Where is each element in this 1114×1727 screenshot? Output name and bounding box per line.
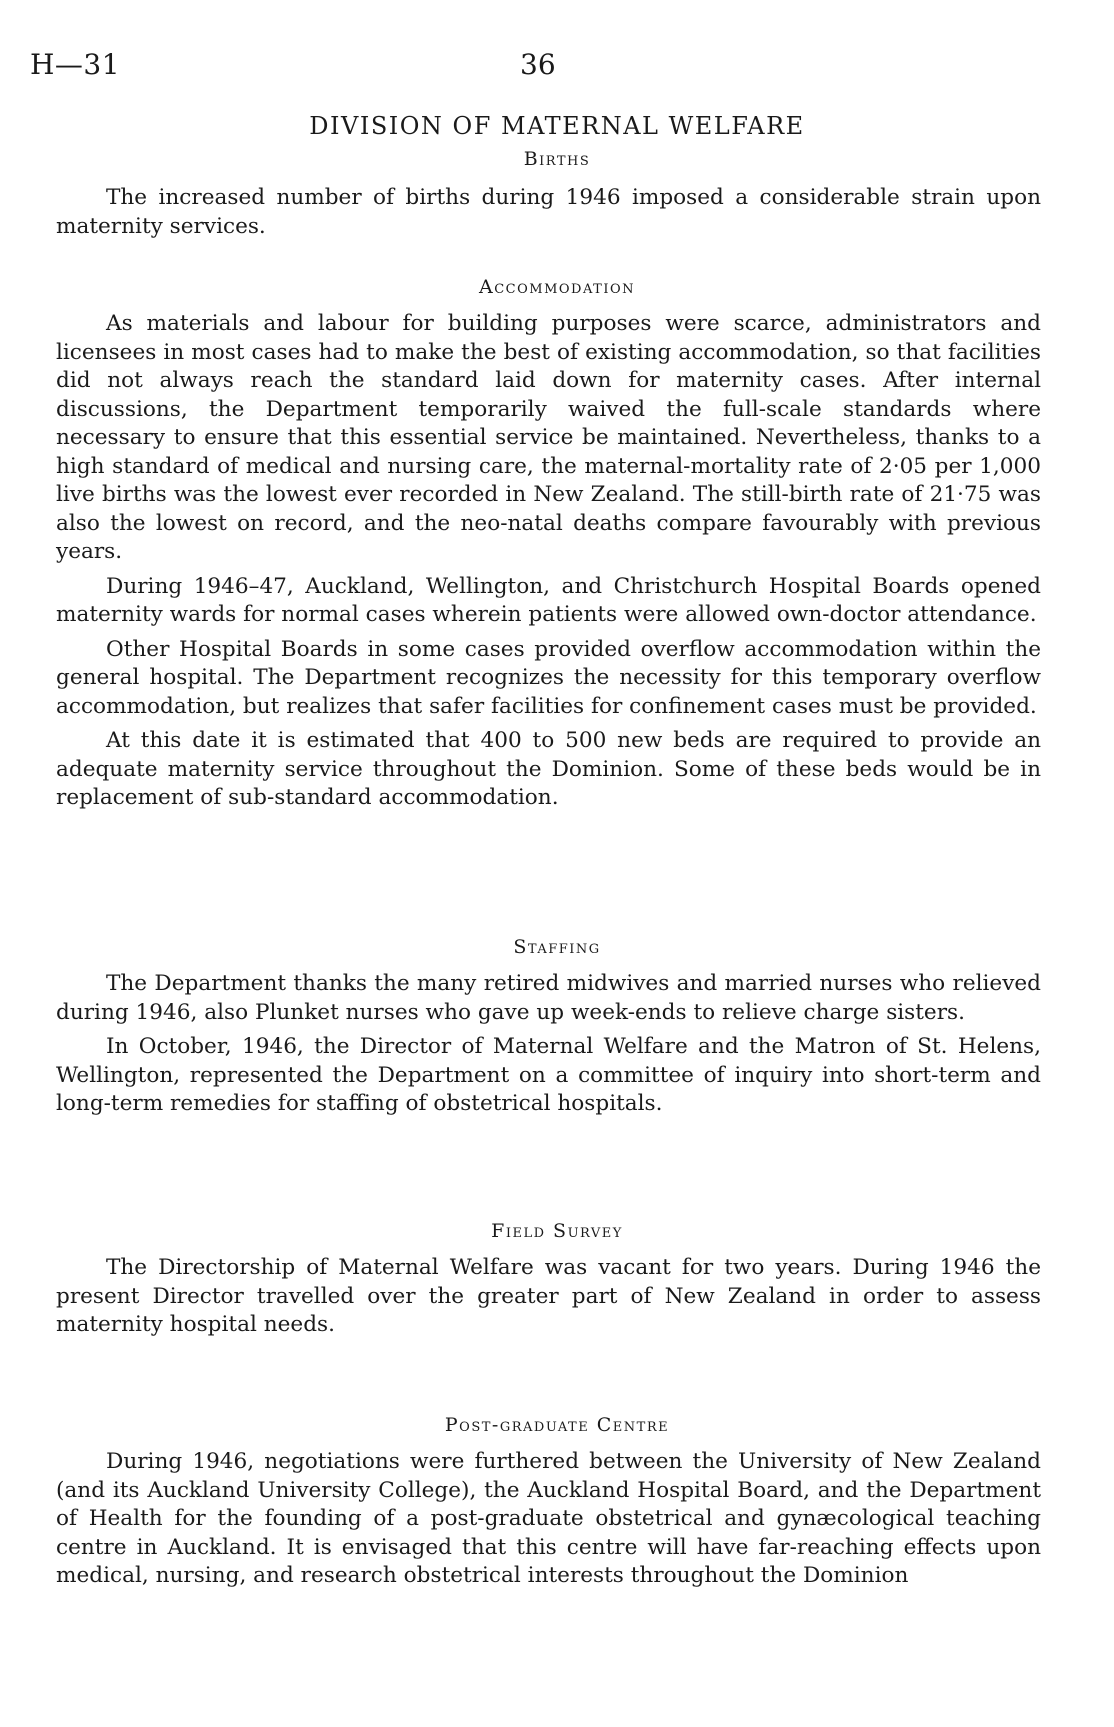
heading-post-graduate-centre: Post-graduate Centre xyxy=(444,1414,670,1436)
section-staffing xyxy=(56,970,1041,1125)
section-births xyxy=(56,184,1041,247)
paragraph: During 1946, negotiations were furthered between the University of New Zealand (and its Auckland University College), the Auckland Hospital Board, and the Department of Health for the founding of a post-graduate obstetrical and gynæcological teaching centre in Auckland. It is envisaged that this centre will have far-reaching effects upon medical, nursing, and research obstetrical interests throughout the Dominion xyxy=(56,1449,1041,1588)
paragraph: Other Hospital Boards in some cases provided overflow accommodation within the general hospital. The Department recognizes the necessity for this temporary overflow accommodation, but realizes that safer facilities for confinement cases must be provided. xyxy=(56,636,1041,719)
paragraph: In October, 1946, the Director of Maternal Welfare and the Matron of St. Helens, Wellington, represented the Department on a committee of inquiry into short-term and long-term remedies for staffing of obstetrical hospitals. xyxy=(56,1034,1041,1116)
page-title: DIVISION OF MATERNAL WELFARE xyxy=(309,112,805,140)
heading-field-survey: Field Survey xyxy=(491,1220,623,1242)
section-post-graduate-centre xyxy=(56,1448,1041,1597)
paragraph: The Directorship of Maternal Welfare was vacant for two years. During 1946 the present Director travelled over the greater part of New Zealand in order to assess maternity hospital needs. xyxy=(56,1255,1041,1337)
paragraph: During 1946–47, Auckland, Wellington, and Christchurch Hospital Boards opened maternity wards for normal cases wherein patients were allowed own-doctor attendance. xyxy=(56,573,1041,627)
paragraph: The increased number of births during 1946 imposed a considerable strain upon maternity services. xyxy=(56,185,1041,239)
heading-staffing: Staffing xyxy=(513,936,601,958)
section-accommodation xyxy=(56,310,1041,819)
section-field-survey xyxy=(56,1254,1041,1346)
heading-accommodation: Accommodation xyxy=(479,276,635,298)
paragraph: The Department thanks the many retired midwives and married nurses who relieved during 1946, also Plunket nurses who gave up week-ends to relieve charge sisters. xyxy=(56,971,1041,1025)
paragraph: As materials and labour for building purposes were scarce, administrators and licensees in most cases had to make the best of existing accommodation, so that facilities did not always reach the standard laid down for maternity cases. After internal discussions, the Department temporarily waived the full-scale standards where necessary to ensure that this essential service be maintained. Nevertheless, thanks to a high standard of medical and nursing care, the maternal-mortality rate of 2·05 per 1,000 live births was the lowest ever recorded in New Zealand. The still-birth rate of 21·75 was also the lowest on record, and the neo-natal deaths compare favourably with previous years. xyxy=(56,311,1041,564)
page-number: 36 xyxy=(520,48,556,81)
paragraph: At this date it is estimated that 400 to 500 new beds are required to provide an adequate maternity service throughout the Dominion. Some of these beds would be in replacement of sub-standard accommodation. xyxy=(56,728,1041,810)
heading-births: Births xyxy=(523,148,591,170)
document-id: H—31 xyxy=(30,48,121,81)
